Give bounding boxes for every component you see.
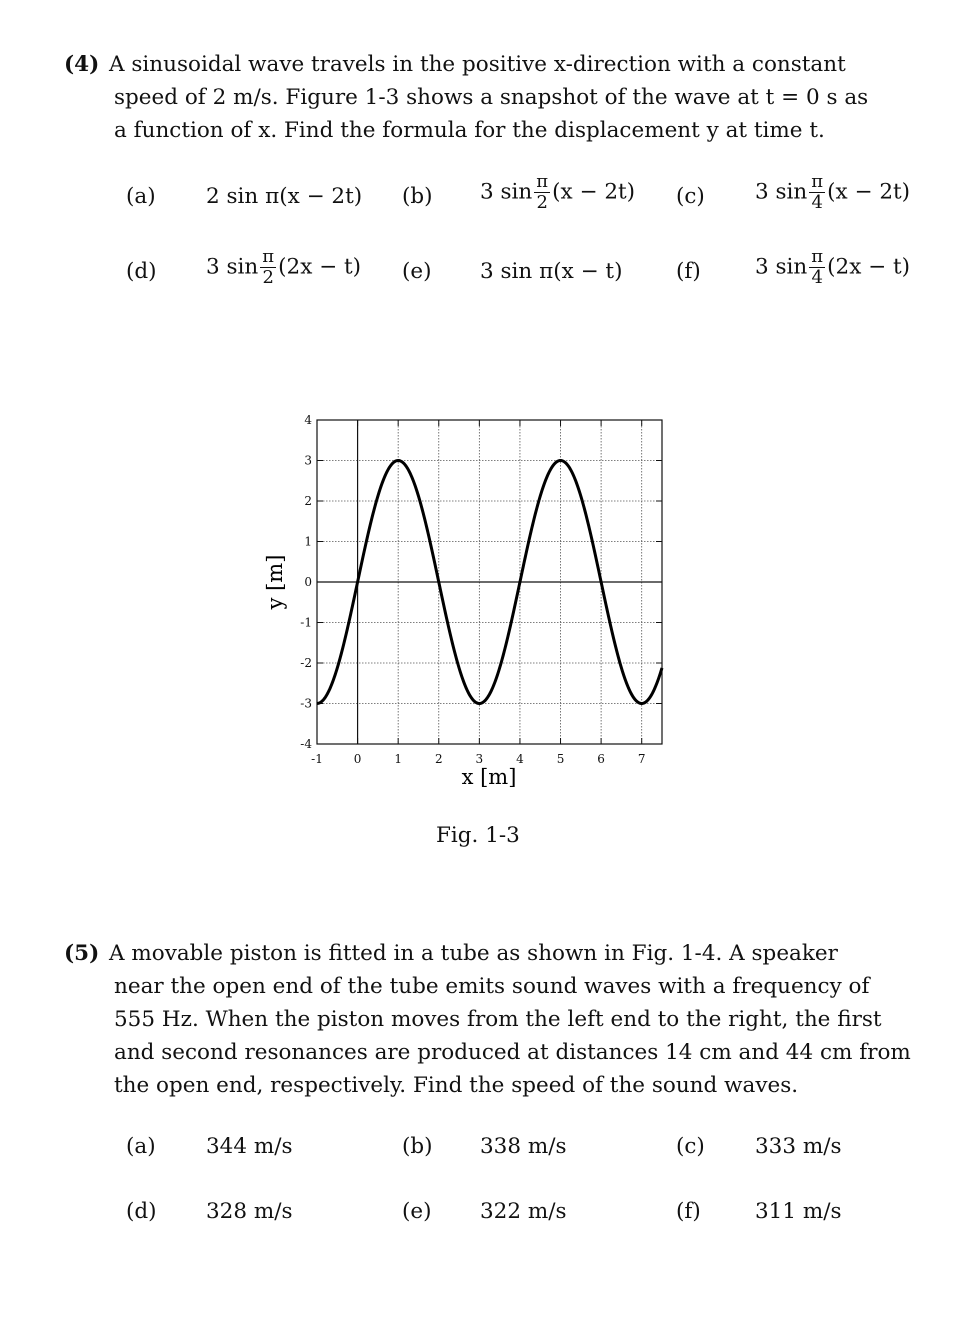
choice-5c[interactable]: 333 m/s bbox=[755, 1134, 842, 1159]
choice-5e[interactable]: 322 m/s bbox=[480, 1199, 567, 1224]
choice-4d-fraction bbox=[260, 247, 276, 288]
choice-5b[interactable]: 338 m/s bbox=[480, 1134, 567, 1159]
question-5-line-3: 555 Hz. When the piston moves from the left end to the right, the first bbox=[114, 1007, 882, 1032]
choice-4e-label[interactable]: (e) bbox=[402, 259, 432, 284]
y-tick-label: 4 bbox=[304, 413, 312, 427]
choice-4b-num: π bbox=[536, 171, 549, 192]
choice-4c-label[interactable]: (c) bbox=[676, 184, 705, 209]
y-tick-label: -1 bbox=[300, 615, 312, 630]
choice-4b-den: 2 bbox=[536, 192, 548, 213]
choice-5d-label[interactable]: (d) bbox=[126, 1199, 157, 1224]
choice-4e[interactable]: 3 sin π(x − t) bbox=[480, 259, 623, 284]
question-4-line-3: a function of x. Find the formula for the displacement y at time t. bbox=[114, 118, 825, 143]
y-tick-label: 3 bbox=[304, 453, 312, 468]
choice-4c[interactable] bbox=[755, 172, 910, 213]
figure-1-3 bbox=[240, 400, 700, 804]
choice-4c-num: π bbox=[811, 171, 824, 192]
choice-5b-label[interactable]: (b) bbox=[402, 1134, 433, 1159]
choice-4f-num: π bbox=[811, 246, 824, 267]
question-5-line-5: the open end, respectively. Find the speed of the sound waves. bbox=[114, 1073, 799, 1098]
y-tick-label: 0 bbox=[304, 575, 312, 589]
choice-4b-prefix: 3 sin bbox=[480, 179, 533, 205]
choice-4c-prefix: 3 sin bbox=[755, 179, 808, 205]
question-5-line-4: and second resonances are produced at distances 14 cm and 44 cm from bbox=[114, 1040, 911, 1065]
x-tick-label: 1 bbox=[394, 752, 402, 766]
choice-5a[interactable]: 344 m/s bbox=[206, 1134, 293, 1159]
choice-4c-fraction bbox=[809, 172, 825, 213]
x-tick-label: 0 bbox=[353, 752, 362, 766]
choice-4f-prefix: 3 sin bbox=[755, 254, 808, 280]
question-5-line-2: near the open end of the tube emits sound waves with a frequency of bbox=[114, 974, 870, 999]
choice-4b[interactable] bbox=[480, 172, 635, 213]
choice-4b-fraction bbox=[534, 172, 550, 213]
choice-4f-fraction bbox=[809, 247, 825, 288]
choice-4d-suffix: (2x − t) bbox=[278, 254, 362, 280]
choice-5c-label[interactable]: (c) bbox=[676, 1134, 705, 1159]
x-tick-label: 2 bbox=[434, 752, 443, 766]
choice-4d-den: 2 bbox=[262, 267, 274, 288]
choice-5a-label[interactable]: (a) bbox=[126, 1134, 156, 1159]
choice-4b-label[interactable]: (b) bbox=[402, 184, 433, 209]
choice-4a[interactable]: 2 sin π(x − 2t) bbox=[206, 184, 363, 209]
y-tick-label: 2 bbox=[304, 494, 312, 508]
question-5-number: (5) bbox=[64, 941, 100, 966]
choice-5f-label[interactable]: (f) bbox=[676, 1199, 701, 1224]
choice-4a-label[interactable]: (a) bbox=[126, 184, 156, 209]
choice-4c-suffix: (x − 2t) bbox=[827, 179, 911, 205]
wave-chart bbox=[240, 400, 700, 800]
x-tick-label: 3 bbox=[475, 752, 484, 766]
choice-4f-label[interactable]: (f) bbox=[676, 259, 701, 284]
y-tick-label: -3 bbox=[300, 696, 312, 711]
choice-5d[interactable]: 328 m/s bbox=[206, 1199, 293, 1224]
y-tick-label: -2 bbox=[300, 656, 312, 670]
y-tick-label: -4 bbox=[300, 737, 312, 751]
choice-5e-label[interactable]: (e) bbox=[402, 1199, 432, 1224]
question-4-number: (4) bbox=[64, 52, 100, 77]
choice-4d-num: π bbox=[262, 246, 275, 267]
x-tick-label: -1 bbox=[311, 752, 323, 766]
question-4-line-2: speed of 2 m/s. Figure 1-3 shows a snapshot of the wave at t = 0 s as bbox=[114, 85, 869, 110]
choice-4f-suffix: (2x − t) bbox=[827, 254, 911, 280]
chart-tick-labels bbox=[300, 413, 645, 766]
x-tick-label: 7 bbox=[637, 752, 646, 766]
x-axis-label: x [m] bbox=[461, 765, 517, 789]
choice-4d-label[interactable]: (d) bbox=[126, 259, 157, 284]
choice-4f[interactable] bbox=[755, 247, 910, 288]
choice-5f[interactable]: 311 m/s bbox=[755, 1199, 842, 1224]
y-tick-label: 1 bbox=[304, 534, 312, 549]
choice-4f-den: 4 bbox=[811, 267, 823, 288]
x-tick-label: 5 bbox=[556, 752, 565, 766]
figure-caption: Fig. 1-3 bbox=[436, 823, 520, 848]
y-axis-label: y [m] bbox=[263, 554, 287, 610]
x-tick-label: 4 bbox=[516, 752, 524, 766]
question-5-line-1: A movable piston is fitted in a tube as shown in Fig. 1-4. A speaker bbox=[109, 941, 838, 966]
choice-4c-den: 4 bbox=[811, 192, 823, 213]
x-tick-label: 6 bbox=[597, 752, 605, 766]
choice-4d[interactable] bbox=[206, 247, 361, 288]
choice-4b-suffix: (x − 2t) bbox=[552, 179, 636, 205]
question-4-line-1: A sinusoidal wave travels in the positive x-direction with a constant bbox=[109, 52, 846, 77]
choice-4d-prefix: 3 sin bbox=[206, 254, 259, 280]
